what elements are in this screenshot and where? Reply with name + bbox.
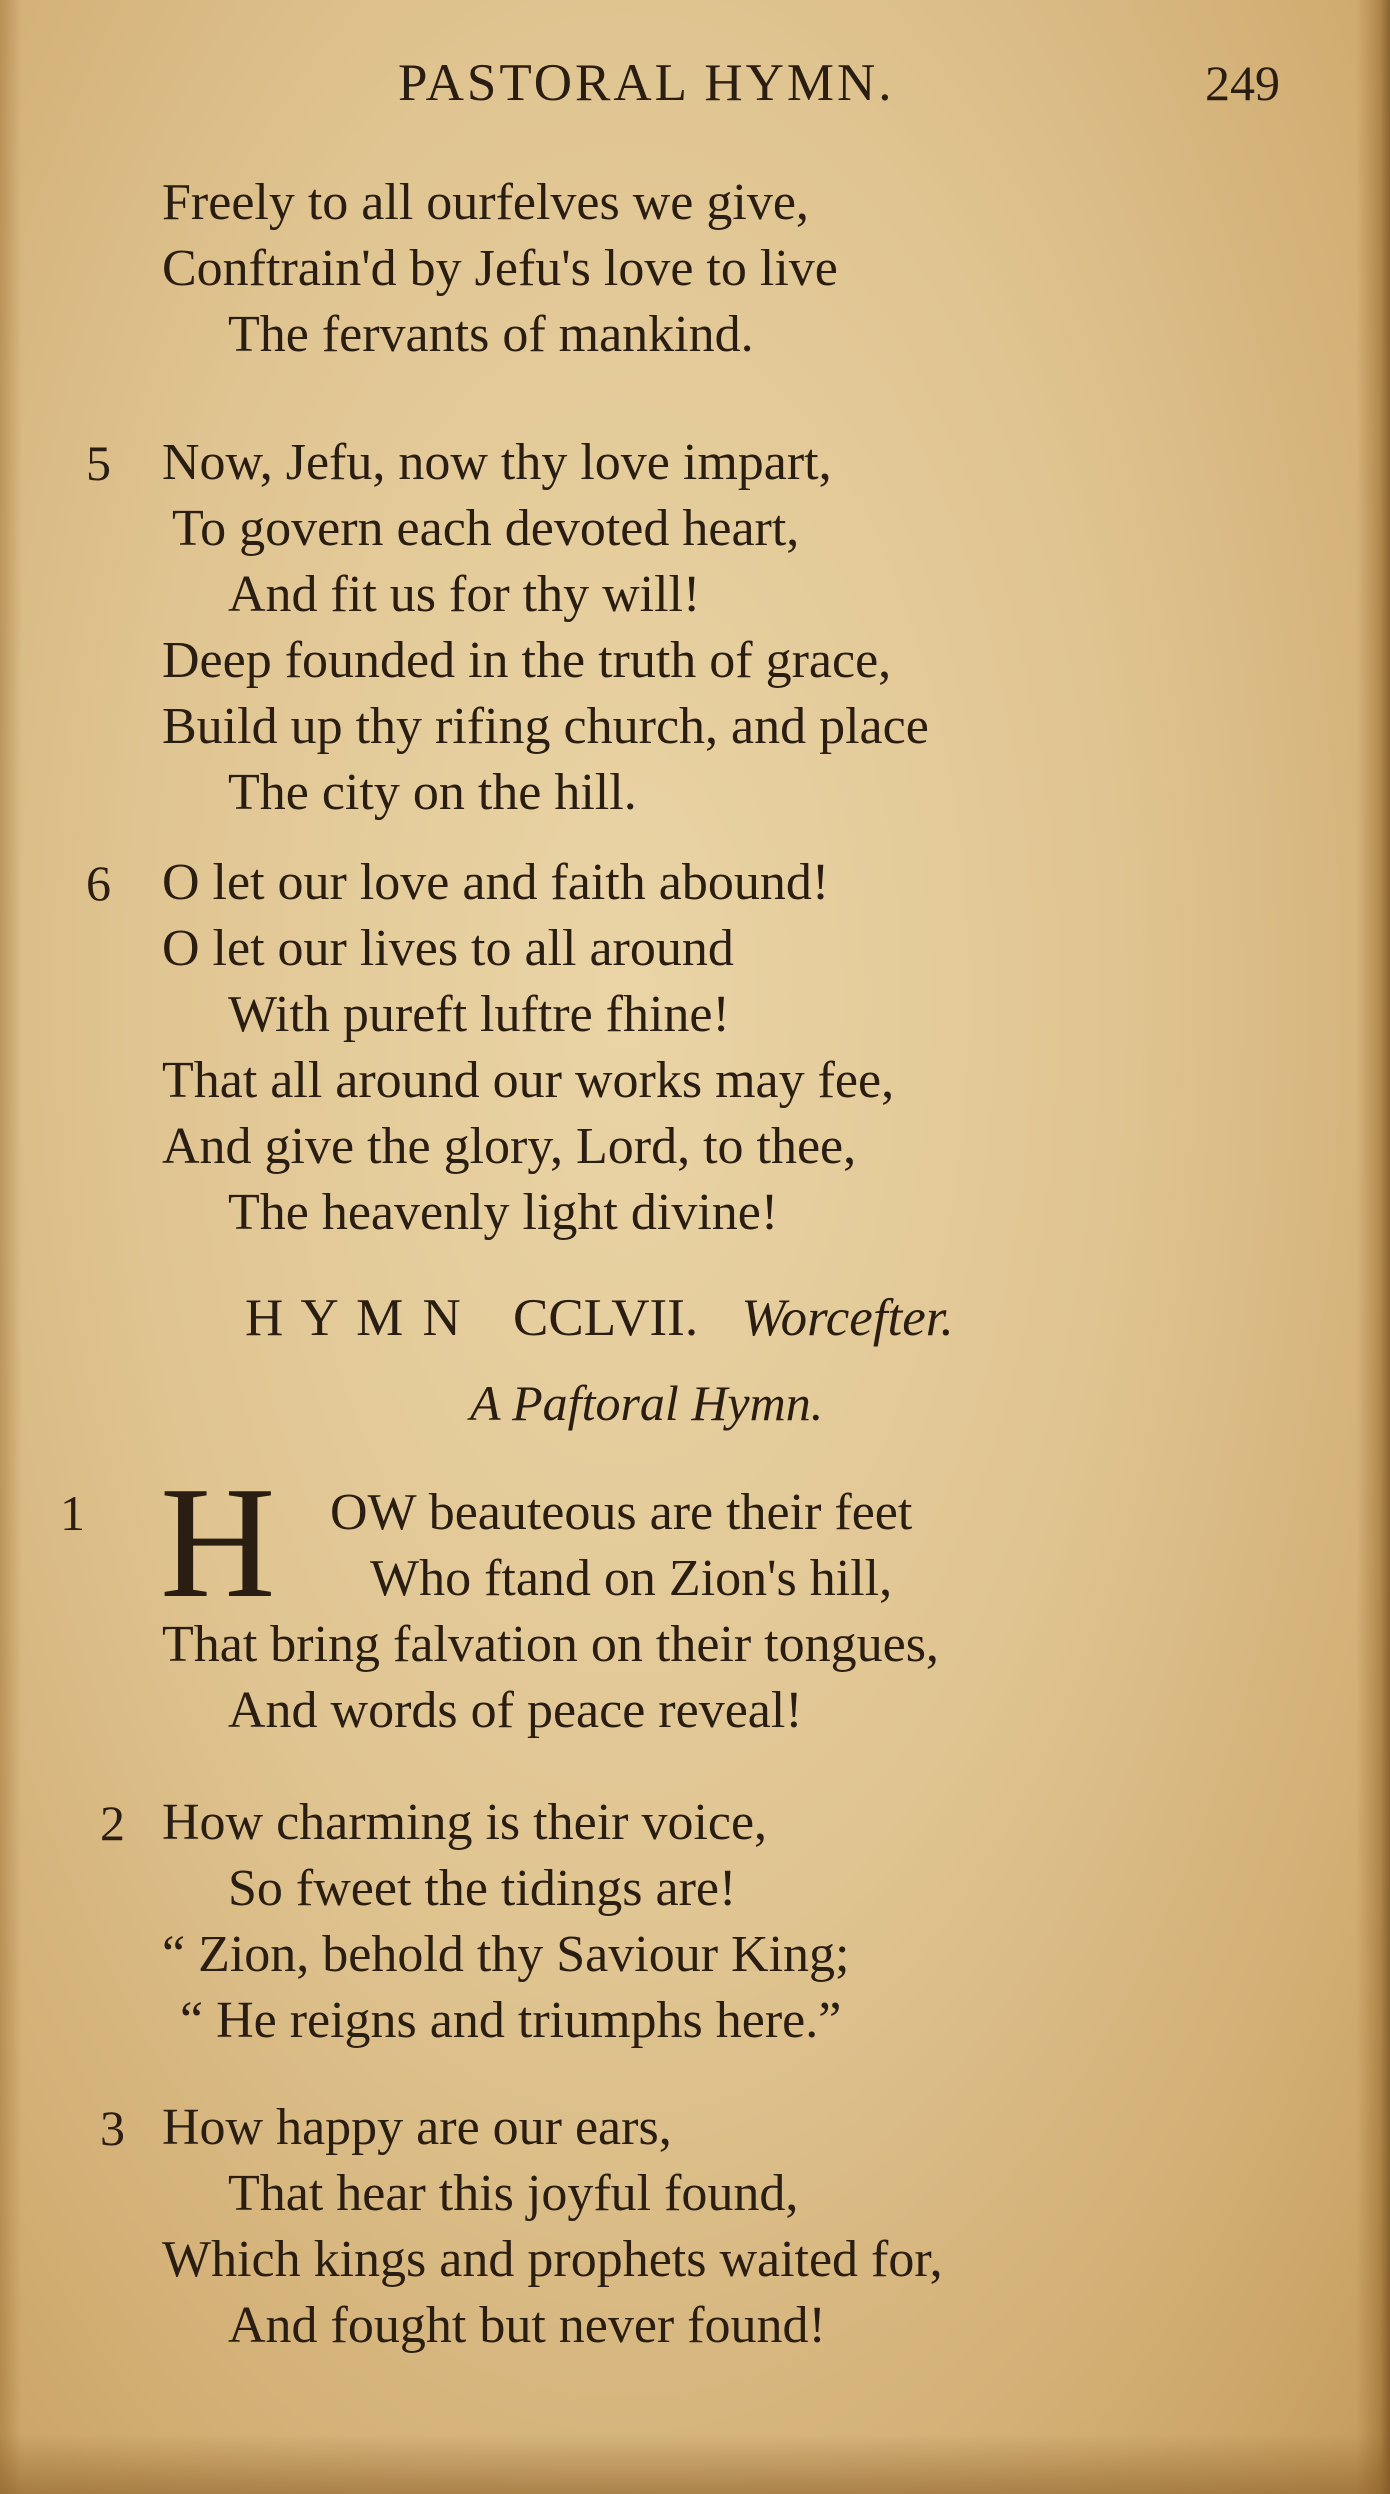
verse-line: That bring falvation on their tongues, — [162, 1616, 939, 1673]
page-edge-shadow-right — [1356, 0, 1390, 2494]
verse-line: That all around our works may fee, — [162, 1052, 895, 1109]
verse-line: OW beauteous are their feet — [330, 1484, 913, 1541]
verse-line: O let our love and faith abound! — [162, 854, 830, 911]
verse-line: The city on the hill. — [228, 764, 637, 821]
verse-line: Now, Jefu, now thy love impart, — [162, 434, 832, 491]
verse-line: Build up thy rifing church, and place — [162, 698, 929, 755]
page-edge-shadow-left — [0, 0, 22, 2494]
verse-line: Freely to all ourfelves we give, — [162, 174, 809, 231]
verse-line: O let our lives to all around — [162, 920, 734, 977]
page-number: 249 — [1205, 55, 1280, 111]
running-head-title: PASTORAL HYMN. — [398, 54, 895, 112]
verse-line: To govern each devoted heart, — [172, 500, 800, 557]
verse-line: How happy are our ears, — [162, 2099, 672, 2156]
verse-line: And give the glory, Lord, to thee, — [162, 1118, 857, 1175]
verse-line: That hear this joyful found, — [228, 2165, 799, 2222]
verse-number: 5 — [86, 435, 111, 491]
drop-cap: H — [160, 1453, 276, 1631]
verse-line: And words of peace reveal! — [228, 1682, 803, 1739]
verse-line: Deep founded in the truth of grace, — [162, 632, 892, 689]
verse-line: “ Zion, behold thy Saviour King; — [162, 1926, 850, 1983]
hymn-heading — [245, 1283, 954, 1353]
verse-number: 1 — [60, 1485, 85, 1541]
verse-line: And fought but never found! — [228, 2297, 826, 2354]
verse-line: The fervants of mankind. — [228, 306, 754, 363]
verse-line: How charming is their voice, — [162, 1794, 768, 1851]
verse-line: And fit us for thy will! — [228, 566, 701, 623]
verse-number: 3 — [100, 2100, 125, 2156]
hymn-number: CCLVII. — [513, 1289, 699, 1347]
hymn-subtitle: A Paftoral Hymn. — [470, 1375, 824, 1431]
verse-line: “ He reigns and triumphs here.” — [180, 1992, 842, 2049]
verse-line: So fweet the tidings are! — [228, 1860, 737, 1917]
verse-number: 2 — [100, 1795, 125, 1851]
page-edge-shadow-bottom — [0, 2434, 1390, 2494]
verse-line: Which kings and prophets waited for, — [162, 2231, 943, 2288]
verse-line: Conftrain'd by Jefu's love to live — [162, 240, 838, 297]
hymn-label: H Y M N — [245, 1289, 464, 1347]
verse-line: Who ftand on Zion's hill, — [370, 1550, 893, 1607]
hymn-tune: Worcefter. — [741, 1289, 954, 1347]
running-head — [0, 48, 1390, 118]
verse-line: With pureft luftre fhine! — [228, 986, 730, 1043]
verse-number: 6 — [86, 855, 111, 911]
verse-line: The heavenly light divine! — [228, 1184, 779, 1241]
